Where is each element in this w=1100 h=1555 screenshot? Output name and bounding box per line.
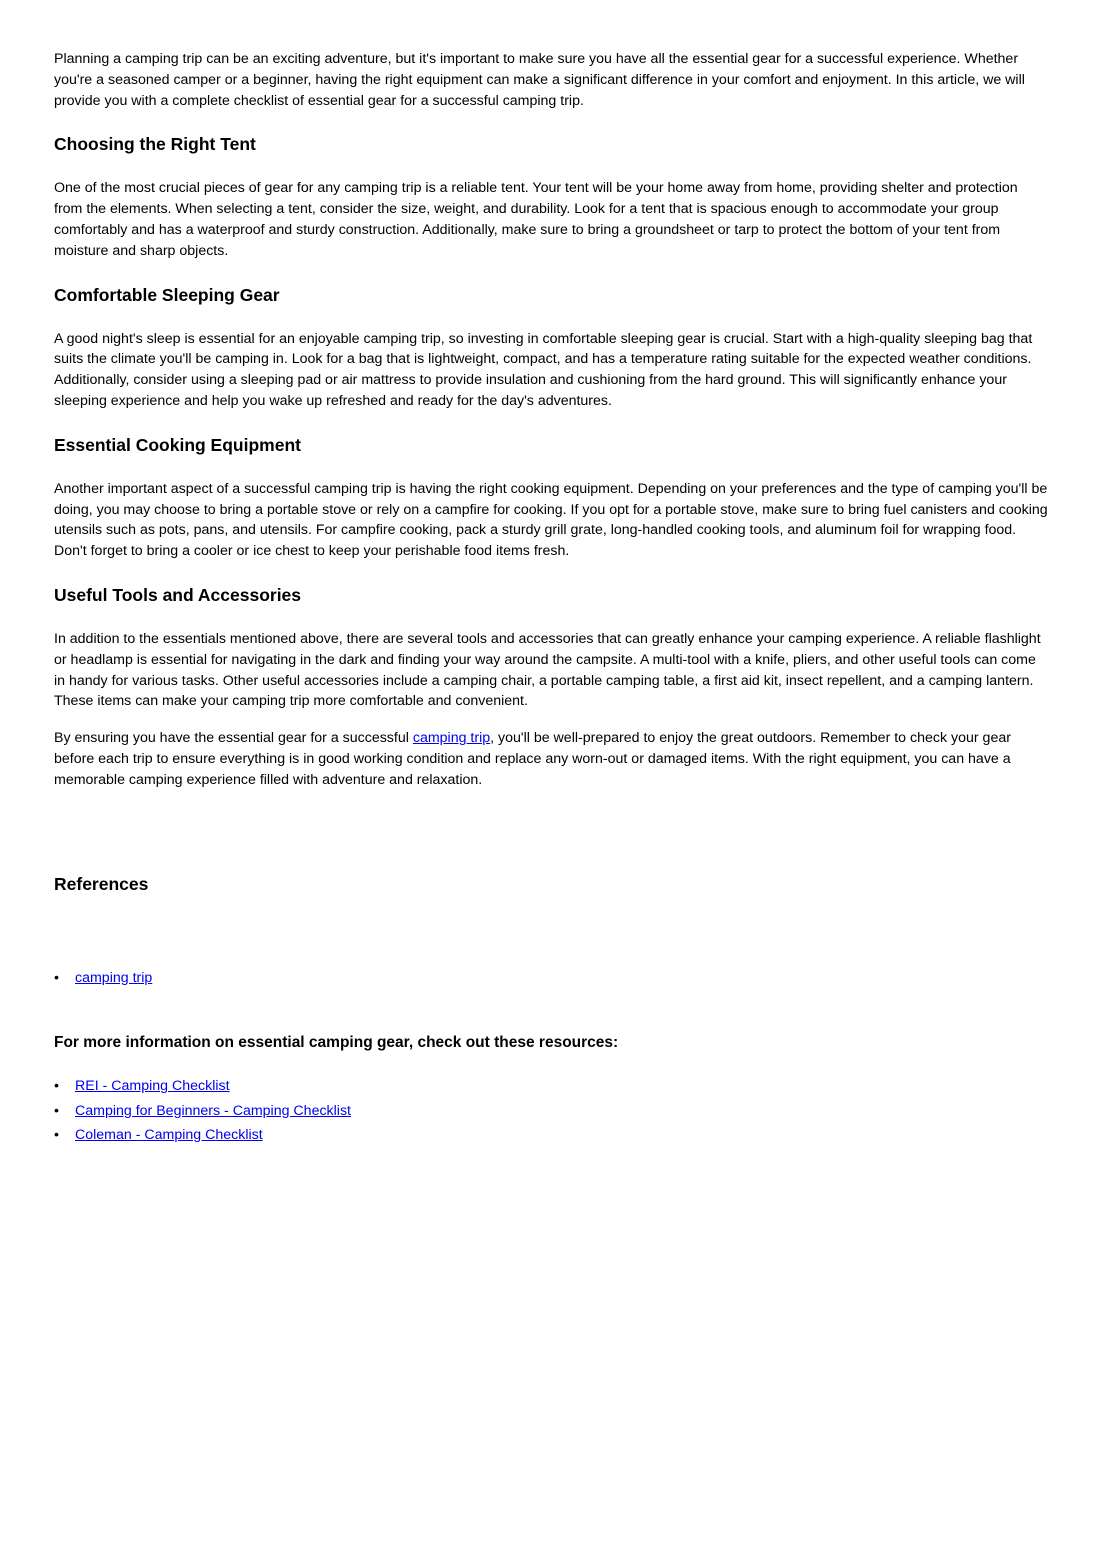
resources-list	[54, 1074, 1048, 1148]
section-heading-tools: Useful Tools and Accessories	[54, 584, 302, 605]
closing-text-before: By ensuring you have the essential gear for a successful	[54, 730, 413, 747]
references-heading: References	[54, 873, 149, 894]
section-text-cooking: Another important aspect of a successful camping trip is having the right cooking equipment. Depending on your preferences and the type of camping you'll be doing, you may choose to bring a portable stove or rely on a campfire for cooking. If you opt for a portable stove, make sure to bring fuel canisters and cooking utensils such as pots, pans, and utensils. For campfire cooking, pack a sturdy grill grate, long-handled cooking tools, and aluminum foil for wrapping food. Don't forget to bring a cooler or ice chest to keep your perishable food items fresh.	[54, 480, 1048, 560]
section-text-sleeping: A good night's sleep is essential for an enjoyable camping trip, so investing in comfortable sleeping gear is crucial. Start with a high-quality sleeping bag that suits the climate you'll be camping in. Look for a bag that is lightweight, compact, and has a temperature rating suitable for the expected weather conditions. Additionally, consider using a sleeping pad or air mattress to provide insulation and cushioning from the hard ground. This will significantly enhance your sleeping experience and help you wake up refreshed and ready for the day's adventures.	[54, 330, 1033, 409]
reference-link-camping-trip[interactable]: camping trip	[75, 969, 153, 986]
closing-text-after: , you'll be well-prepared to enjoy the great outdoors. Remember to check your gear before each trip to ensure everything is in good working condition and replace any worn-out or damaged items. With the right equipment, you can have a memorable camping experience filled with adventure and relaxation.	[54, 730, 1011, 788]
camping-trip-link[interactable]: camping trip	[412, 730, 491, 747]
article	[54, 49, 1048, 1148]
section-heading-sleeping: Comfortable Sleeping Gear	[54, 284, 280, 305]
resource-link-rei[interactable]: REI - Camping Checklist	[75, 1078, 230, 1095]
list-item	[54, 966, 1048, 991]
list-item	[54, 1074, 1048, 1099]
resource-link-beginners[interactable]: Camping for Beginners - Camping Checklist	[75, 1102, 351, 1119]
references-list	[54, 966, 1048, 991]
list-item	[54, 1123, 1048, 1148]
section-heading-cooking: Essential Cooking Equipment	[54, 434, 301, 455]
section-text-tools: In addition to the essentials mentioned above, there are several tools and accessories that can greatly enhance your camping experience. A reliable flashlight or headlamp is essential for navigating in the dark and finding your way around the campsite. A multi-tool with a knife, pliers, and other useful tools can come in handy for various tasks. Other useful accessories include a camping chair, a portable camping table, a first aid kit, insect repellent, and a camping lantern. These items can make your camping trip more comfortable and convenient.	[54, 630, 1041, 710]
section-heading-tent: Choosing the Right Tent	[54, 134, 256, 155]
section-text-tent: One of the most crucial pieces of gear for any camping trip is a reliable tent. Your tent will be your home away from home, providing shelter and protection from the elements. When selecting a tent, consider the size, weight, and durability. Look for a tent that is spacious enough to accommodate your group comfortably and has a waterproof and sturdy construction. Additionally, make sure to bring a groundsheet or tarp to protect the bottom of your tent from moisture and sharp objects.	[54, 180, 1018, 259]
intro-paragraph: Planning a camping trip can be an exciting adventure, but it's important to make sure you have all the essential gear for a successful experience. Whether you're a seasoned camper or a beginner, having the right equipment can make a significant difference in your comfort and enjoyment. In this article, we will provide you with a complete checklist of essential gear for a successful camping trip.	[54, 51, 1025, 109]
list-item	[54, 1099, 1048, 1124]
more-info-heading: For more information on essential camping gear, check out these resources:	[54, 1034, 619, 1052]
resource-link-coleman[interactable]: Coleman - Camping Checklist	[75, 1127, 263, 1144]
closing-paragraph	[54, 728, 1048, 790]
